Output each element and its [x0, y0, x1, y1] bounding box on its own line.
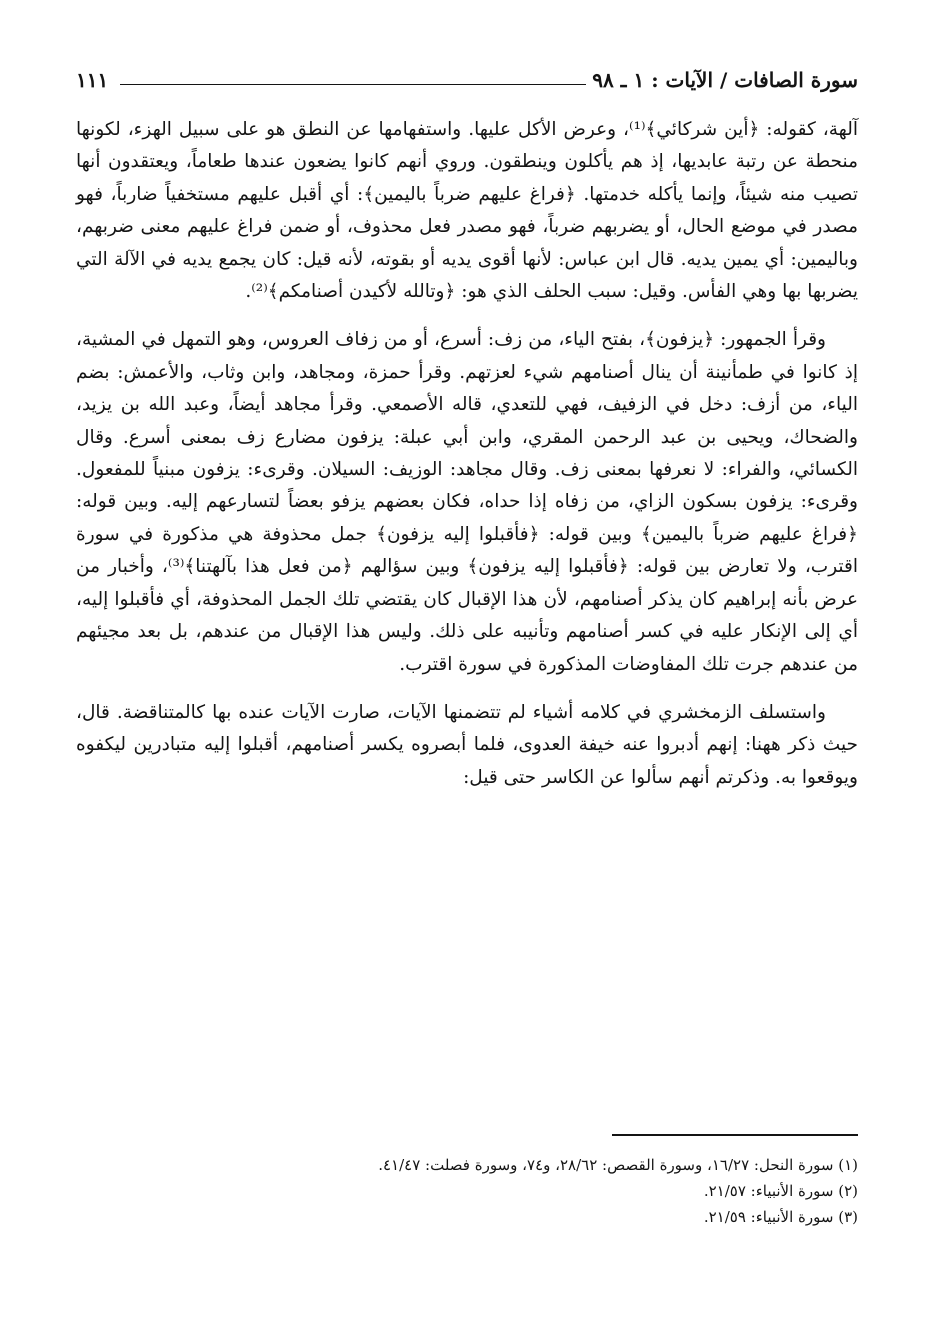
- footnote-3: (٣) سورة الأنبياء: ٢١/٥٩.: [703, 1208, 858, 1226]
- header-rule: [120, 84, 608, 85]
- footnote-2: (٢) سورة الأنبياء: ٢١/٥٧.: [703, 1182, 858, 1200]
- paragraph-1: آلهة، كقوله: ﴿أين شركائي﴾⁽¹⁾، وعرض الأكل عليها. واستفهامها عن النطق هو على سبيل الهزء، لكونها منحطة عن رتبة عابديها، إذ هم يأكلون وينطقون. وروي أنهم كانوا يضعون عندها طعاماً، ويعتقدون أنها تصيب منه شيئاً، وإنما يأكله خدمتها. ﴿فراغ عليهم ضرباً باليمين﴾: أي أقبل عليهم مستخفياً ضارباً، فهو مصدر في موضع الحال، أو يضربهم ضرباً، فهو مصدر فعل محذوف، أو ضمن فراغ عليهم معنى ضربهم، وباليمين: أي يمين يديه. قال ابن عباس: لأنها أقوى يديه أو بقوته، لأنه قيل: كان يجمع يديه في الآلة التي يضربها بها وهي الفأس. وقيل: سبب الحلف الذي هو: ﴿وتالله لأكيدن أصنامكم﴾⁽²⁾.: [76, 119, 858, 303]
- main-text: [76, 114, 858, 794]
- paragraph-3: واستسلف الزمخشري في كلامه أشياء لم تتضمنها الآيات، صارت الآيات عنده بها كالمتناقضة. قال، حيث ذكر ههنا: إنهم أدبروا عنه خيفة العدوى، فلما أبصروه يكسر أصنامهم، أقبلوا إليه متبادرين ليكفوه ويوقعوا به. وذكرتم أنهم سألوا عن الكاسر حتى قيل:: [76, 701, 858, 788]
- surah-title: سورة الصافات / الآيات : ١ ـ ٩٨: [586, 68, 858, 92]
- running-header: [76, 62, 858, 98]
- footnote-separator: [612, 1134, 858, 1136]
- page-number: ١١١: [76, 68, 109, 92]
- footnotes: [76, 1152, 858, 1230]
- book-page: [76, 62, 858, 1262]
- paragraph-2: وقرأ الجمهور: ﴿يزفون﴾، بفتح الياء، من زف: أسرع، أو من زفاف العروس، وهو التمهل في المشية، إذ كانوا في طمأنينة أن ينال أصنامهم شيء لعزتهم. وقرأ حمزة، ومجاهد، وابن وثاب، والأعمش: بضم الياء، من أزف: دخل في الزفيف، فهي للتعدي، قاله الأصمعي. وقرأ مجاهد أيضاً، وعبد الله بن يزيد، والضحاك، ويحيى بن عبد الرحمن المقري، وابن أبي عبلة: يزفون مضارع زف بمعنى أسرع. وقال الكسائي، والفراء: لا نعرفها بمعنى زف. وقال مجاهد: الوزيف: السيلان. وقرىء: يزفون مبنياً للمفعول. وقرىء: يزفون بسكون الزاي، من زفاه إذا حداه، فكان بعضهم يزفو بعضاً لتسارعهم إليه. وبين قوله: ﴿فراغ عليهم ضرباً باليمين﴾ وبين قوله: ﴿فأقبلوا إليه يزفون﴾ جمل محذوفة هي مذكورة في سورة اقترب، ولا تعارض بين قوله: ﴿فأقبلوا إليه يزفون﴾ وبين سؤالهم ﴿من فعل هذا بآلهتنا﴾⁽³⁾، وأخبار من عرض بأنه إبراهيم كان يذكر أصنامهم، لأن هذا الإقبال كان يقتضي تلك الجمل المحذوفة، أي فأقبلوا إليه، أي إلى الإنكار عليه في كسر أصنامهم وتأنيبه على ذلك. وليس هذا الإقبال من عندهم، بل بعد مجيئهم من عندهم جرت تلك المفاوضات المذكورة في سورة اقترب.: [76, 329, 858, 675]
- footnote-1: (١) سورة النحل: ١٦/٢٧، وسورة القصص: ٢٨/٦٢، و٧٤، وسورة فصلت: ٤١/٤٧.: [378, 1156, 858, 1174]
